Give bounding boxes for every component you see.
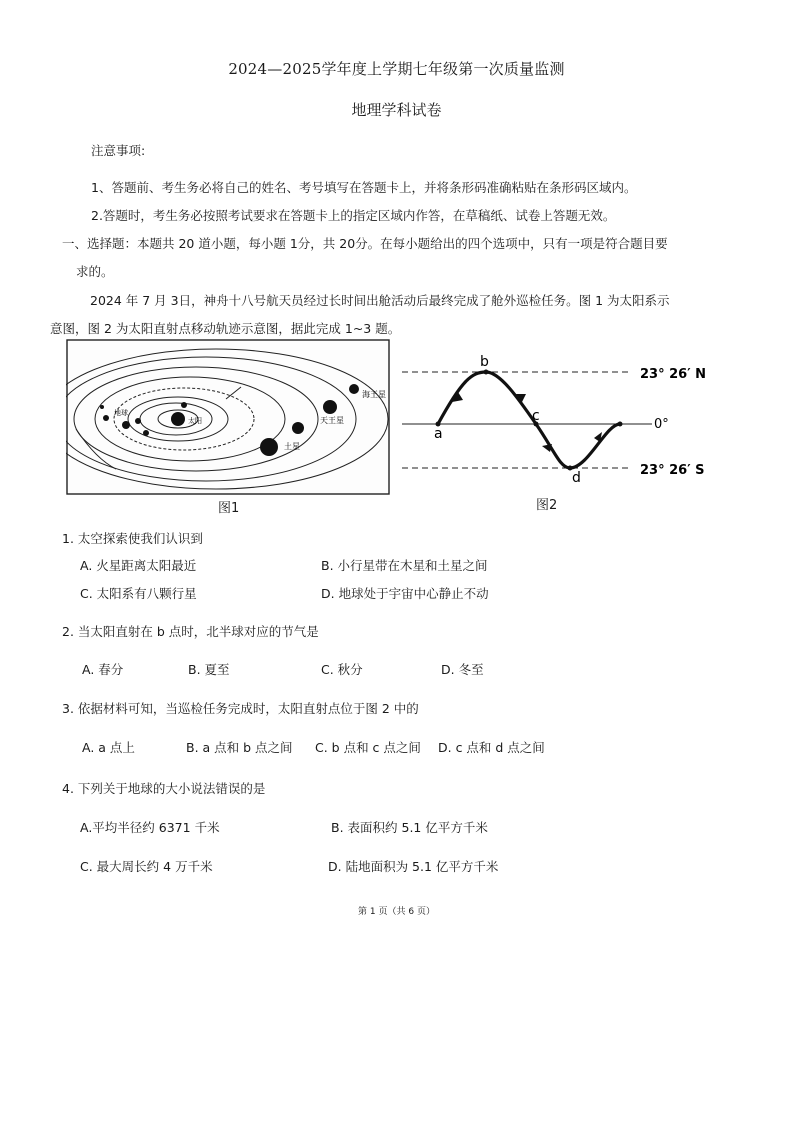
question-4-option-d: D. 陆地面积为 5.1 亿平方千米 (328, 859, 499, 874)
fig2-label-a: a (434, 426, 443, 442)
figure-2-sun-path (400, 350, 726, 490)
notes-item-1: 1、答题前、考生务必将自己的姓名、考号填写在答题卡上，并将条形码准确粘贴在条形码区域内。 (91, 180, 637, 195)
uranus-icon (292, 422, 304, 434)
question-1-option-d: D. 地球处于宇宙中心静止不动 (321, 586, 489, 601)
notes-heading: 注意事项: (91, 143, 146, 158)
notes-item-2: 2.答题时，考生务必按照考试要求在答题卡上的指定区域内作答，在草稿纸、试卷上答题无效。 (91, 208, 616, 223)
question-2-option-b: B. 夏至 (188, 662, 230, 677)
saturn-icon (260, 438, 278, 456)
fig1-label-sun: 太阳 (188, 417, 202, 425)
figure-1-solar-system (66, 339, 390, 495)
question-1-option-c: C. 太阳系有八颗行星 (80, 586, 197, 601)
question-2-option-a: A. 春分 (82, 662, 124, 677)
question-3-option-c: C. b 点和 c 点之间 (315, 740, 421, 755)
section-heading-line-2: 求的。 (76, 264, 114, 279)
material-line-1: 2024 年 7 月 3日，神舟十八号航天员经过长时间出舱活动后最终完成了舱外巡检任务。图 1 为太阳系示 (90, 293, 670, 308)
question-4-stem: 4. 下列关于地球的大小说法错误的是 (62, 781, 266, 796)
page-footer: 第 1 页（共 6 页） (358, 907, 435, 917)
earth-icon (143, 430, 149, 436)
question-1-option-a: A. 火星距离太阳最近 (80, 558, 197, 573)
question-4-option-c: C. 最大周长约 4 万千米 (80, 859, 213, 874)
question-1-option-b: B. 小行星带在木星和土星之间 (321, 558, 488, 573)
exam-title: 2024—2025学年度上学期七年级第一次质量监测 (228, 60, 565, 78)
fig2-label-c: c (532, 408, 540, 424)
material-line-2: 意图，图 2 为太阳直射点移动轨迹示意图，据此完成 1~3 题。 (50, 321, 401, 336)
fig2-label-d: d (572, 470, 581, 486)
question-3-option-b: B. a 点和 b 点之间 (186, 740, 293, 755)
exam-subtitle: 地理学科试卷 (351, 101, 442, 119)
question-3-option-d: D. c 点和 d 点之间 (438, 740, 545, 755)
fig2-label-equator: 0° (654, 417, 669, 432)
fig2-label-b: b (480, 354, 489, 370)
question-2-option-d: D. 冬至 (441, 662, 484, 677)
figure-2-caption: 图2 (536, 498, 558, 513)
fig2-label-north: 23° 26′ N (640, 367, 707, 382)
question-2-option-c: C. 秋分 (321, 662, 363, 677)
fig2-label-south: 23° 26′ S (640, 463, 705, 478)
sun-icon (171, 412, 185, 426)
fig1-label-saturn: 土星 (284, 442, 300, 451)
neptune-icon (323, 400, 337, 414)
question-2-stem: 2. 当太阳直射在 b 点时，北半球对应的节气是 (62, 624, 319, 639)
fig1-label-uranus: 天王星 (320, 416, 344, 425)
question-4-option-b: B. 表面积约 5.1 亿平方千米 (331, 820, 488, 835)
section-heading-line-1: 一、选择题：本题共 20 道小题，每小题 1分，共 20分。在每小题给出的四个选项中，只有一项是符合题目要 (62, 236, 668, 251)
question-3-stem: 3. 依据材料可知，当巡检任务完成时，太阳直射点位于图 2 中的 (62, 701, 419, 716)
fig1-label-earth: 地球 (114, 409, 128, 417)
question-1-stem: 1. 太空探索使我们认识到 (62, 531, 203, 546)
question-3-option-a: A. a 点上 (82, 740, 135, 755)
figure-1-caption: 图1 (218, 501, 240, 516)
question-4-option-a: A.平均半径约 6371 千米 (80, 820, 220, 835)
fig1-label-neptune: 海王星 (362, 390, 386, 399)
